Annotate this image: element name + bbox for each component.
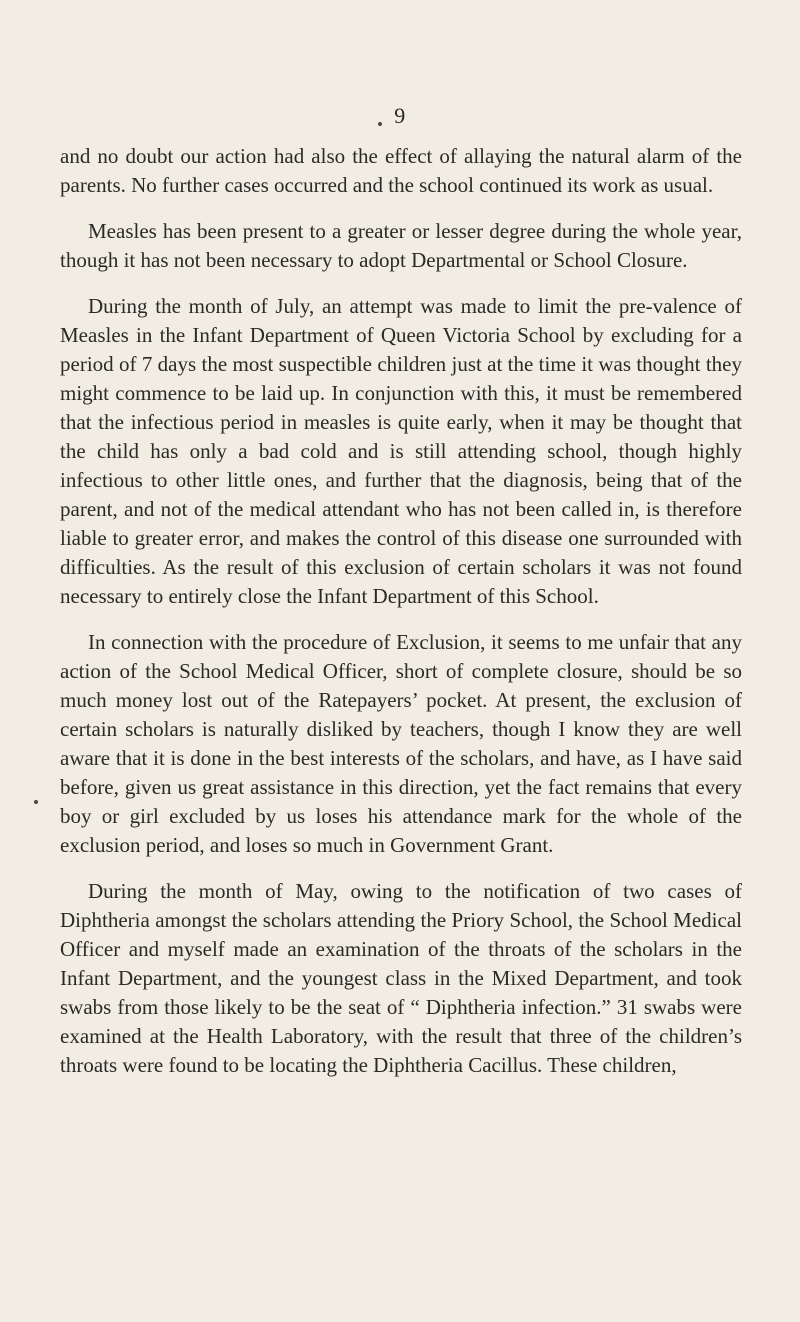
page-number: 9 xyxy=(394,103,406,128)
paragraph-measles: Measles has been present to a greater or lesser degree during the whole year, though it has not been necessary to adopt Departmental or School Closure. xyxy=(60,219,742,272)
body-text xyxy=(60,142,742,1080)
paragraph-diphtheria: During the month of May, owing to the notification of two cases of Diphtheria amongst the scholars attending the Priory School, the School Medical Officer and myself made an examination of the throats of the scholars in the Infant Department, and the youngest class in the Mixed Department, and took swabs from those likely to be the seat of “ Diphtheria infection.” 31 swabs were examined at the Health Laboratory, with the result that three of the children’s throats were found to be locating the Diphtheria Cacillus. These children, xyxy=(60,879,742,1077)
paragraph-continuation: and no doubt our action had also the effect of allaying the natural alarm of the parents. No further cases occurred and the school continued its work as usual. xyxy=(60,144,742,197)
paragraph-july-exclusion: During the month of July, an attempt was made to limit the pre-valence of Measles in the Infant Department of Queen Victoria School by excluding for a period of 7 days the most suspectible children just at the time it was thought they might commence to be laid up. In conjunction with this, it must be remembered that the infectious period in measles is quite early, when it may be thought that the child has only a bad cold and is still attending school, though highly infectious to other little ones, and further that the diagnosis, being that of the parent, and not of the medical attendant who has not been called in, is therefore liable to greater error, and makes the control of this disease one surrounded with difficulties. As the result of this exclusion of certain scholars it was not found necessary to entirely close the Infant Department of this School. xyxy=(60,294,742,608)
paragraph-exclusion-procedure: In connection with the procedure of Exclusion, it seems to me unfair that any action of the School Medical Officer, short of complete closure, should be so much money lost out of the Ratepayers’ pocket. At present, the exclusion of certain scholars is naturally disliked by teachers, though I know they are well aware that it is done in the best interests of the scholars, and have, as I have said before, given us great assistance in this direction, yet the fact remains that every boy or girl excluded by us loses his attendance mark for the whole of the exclusion period, and loses so much in Government Grant. xyxy=(60,630,742,857)
stray-mark xyxy=(34,800,38,804)
stray-mark xyxy=(378,122,382,126)
